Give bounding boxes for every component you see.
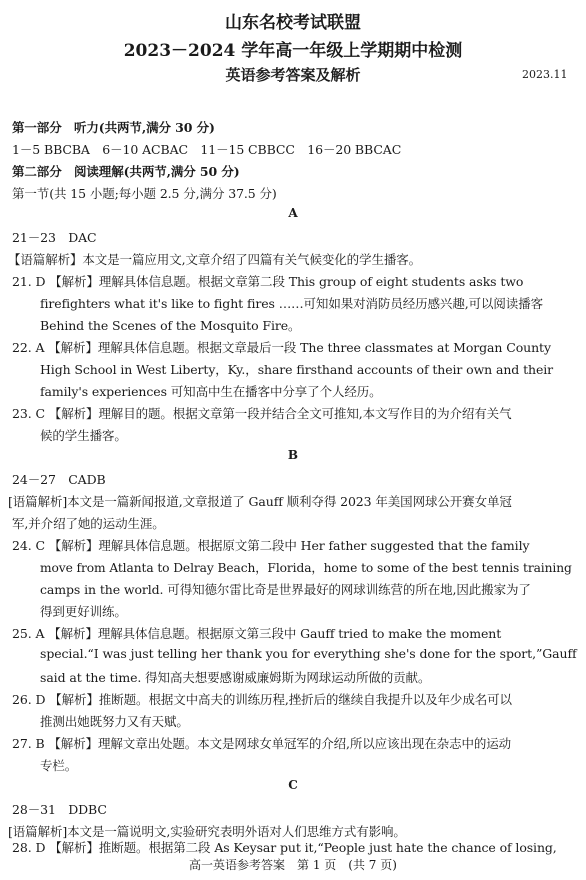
passage-c-label: C	[288, 778, 298, 792]
q24-analysis: 24. C 【解析】理解具体信息题。根据原文第二段中 Her father suggested that the family	[12, 538, 530, 553]
q25-analysis: 25. A 【解析】理解具体信息题。根据原文第三段中 Gauff tried to make the moment	[12, 626, 502, 641]
part-two-heading: 第二部分 阅读理解(共两节,满分 50 分)	[12, 164, 240, 179]
q28-analysis: 28. D 【解析】推断题。根据第二段 As Keysar put it,“People just hate the chance of losing,	[12, 840, 557, 855]
q21-analysis-cont2: Behind the Scenes of the Mosquito Fire。	[40, 318, 301, 333]
q22-analysis-cont1: High School in West Liberty，Ky.，share firsthand accounts of their own and their	[40, 362, 554, 377]
q23-analysis-cont: 候的学生播客。	[40, 428, 127, 443]
q23-analysis: 23. C 【解析】理解目的题。根据文章第一段并结合全文可推知,本文写作目的为介绍有关气	[12, 406, 512, 421]
listening-answers: 1－5 BBCBA 6－10 ACBAC 11－15 CBBCC 16－20 BBCAC	[12, 142, 402, 157]
q24-analysis-cont2: camps in the world. 可得知德尔雷比奇是世界最好的网球训练营的所在地,因此搬家为了	[40, 582, 531, 597]
q22-analysis-cont2: family's experiences 可知高中生在播客中分享了个人经历。	[40, 384, 382, 399]
q21-analysis-cont1: firefighters what it's like to fight fires ……可知如果对消防员经历感兴趣,可以阅读播客	[40, 296, 543, 311]
title-alliance: 山东名校考试联盟	[225, 13, 361, 33]
q27-analysis: 27. B 【解析】理解文章出处题。本文是网球女单冠军的介绍,所以应该出现在杂志中的运动	[12, 736, 512, 751]
passage-b-analysis: [语篇解析]本文是一篇新闻报道,文章报道了 Gauff 顺利夺得 2023 年美国网球公开赛女单冠	[8, 494, 512, 509]
part-one-heading: 第一部分 听力(共两节,满分 30 分)	[12, 120, 215, 135]
answers-21-23: 21－23 DAC	[12, 230, 97, 245]
passage-c-analysis: [语篇解析]本文是一篇说明文,实验研究表明外语对人们思维方式有影响。	[8, 824, 406, 839]
q26-analysis: 26. D 【解析】推断题。根据文中高夫的训练历程,挫折后的继续自我提升以及年少成名可以	[12, 692, 512, 707]
passage-a-analysis: 【语篇解析】本文是一篇应用文,文章介绍了四篇有关气候变化的学生播客。	[8, 252, 422, 267]
q24-analysis-cont1: move from Atlanta to Delray Beach，Florida，home to some of the best tennis training	[40, 561, 572, 575]
q21-analysis: 21. D 【解析】理解具体信息题。根据文章第二段 This group of eight students asks two	[12, 274, 524, 289]
q22-analysis: 22. A 【解析】理解具体信息题。根据文章最后一段 The three classmates at Morgan County	[12, 340, 551, 355]
section-one-heading: 第一节(共 15 小题;每小题 2.5 分,满分 37.5 分)	[12, 186, 277, 201]
passage-a-label: A	[288, 206, 298, 220]
q25-analysis-cont2: said at the time. 得知高夫想要感谢威廉姆斯为网球运动所做的贡献。	[40, 670, 431, 685]
title-exam: 2023－2024 学年高一年级上学期期中检测	[123, 41, 463, 61]
exam-date: 2023.11	[522, 68, 568, 81]
passage-b-label: B	[287, 448, 299, 462]
title-answers: 英语参考答案及解析	[225, 66, 361, 84]
answers-28-31: 28－31 DDBC	[12, 802, 107, 817]
answers-24-27: 24－27 CADB	[12, 472, 106, 487]
q27-analysis-cont: 专栏。	[40, 758, 78, 773]
page-footer: 高一英语参考答案 第 1 页 (共 7 页)	[189, 858, 397, 872]
passage-b-analysis-cont: 军,并介绍了她的运动生涯。	[12, 516, 165, 531]
q26-analysis-cont: 推测出她既努力又有天赋。	[40, 714, 189, 729]
q25-analysis-cont1: special.“I was just telling her thank you for everything she's done for the sport,”Gauff	[40, 646, 577, 661]
q24-analysis-cont3: 得到更好训练。	[40, 604, 127, 619]
